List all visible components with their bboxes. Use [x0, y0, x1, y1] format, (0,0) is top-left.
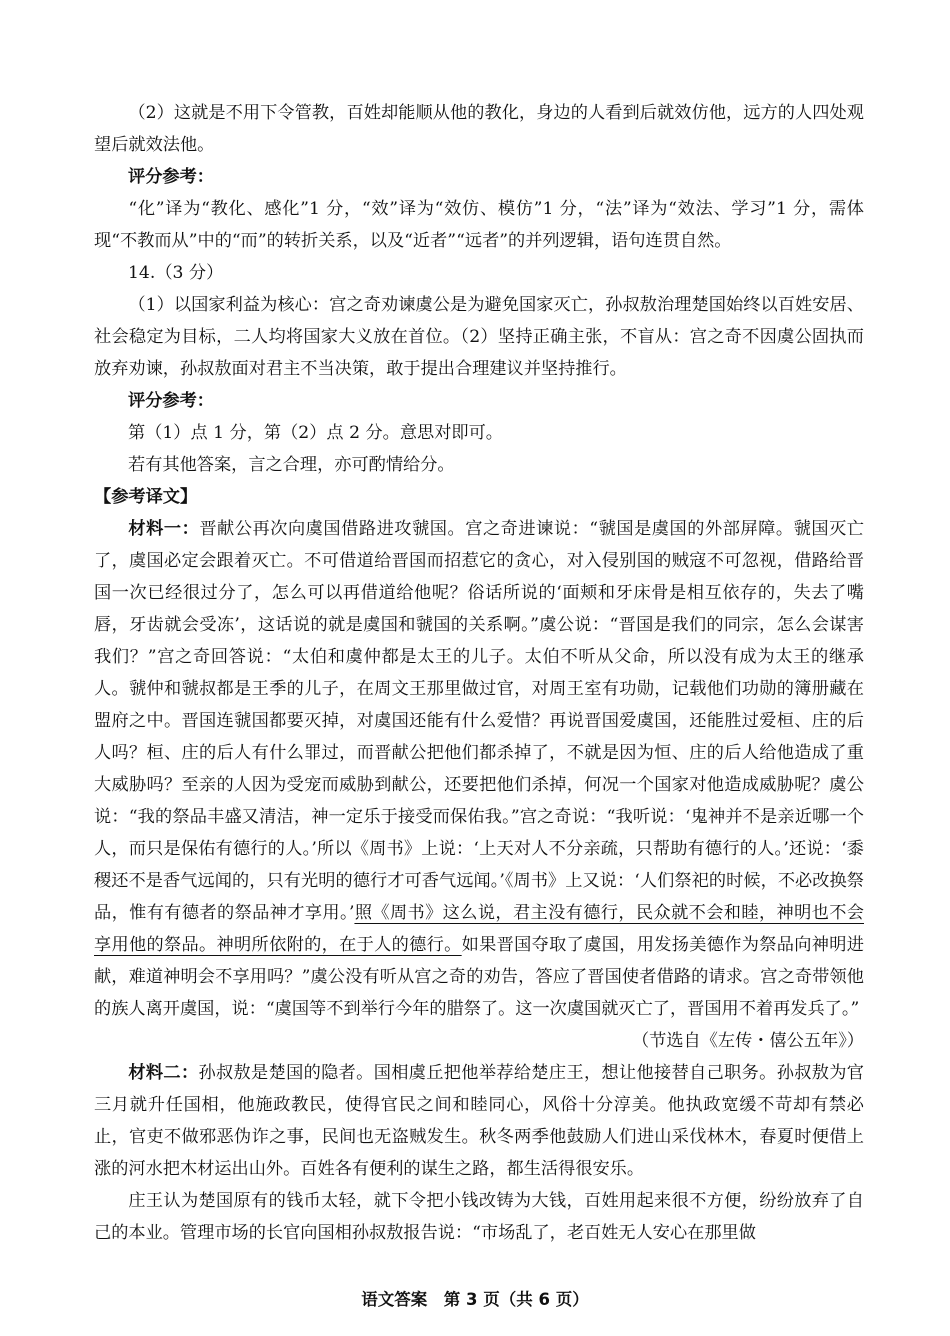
- q13-answer-2: （2）这就是不用下令管教，百姓却能顺从他的教化，身边的人看到后就效仿他，远方的人四处观望后就效法他。: [94, 103, 864, 155]
- q14-number: 14.（3 分）: [128, 263, 224, 283]
- q14-other-answers: 若有其他答案，言之合理，亦可酌情给分。: [128, 455, 455, 475]
- q14-answer: （1）以国家利益为核心：宫之奇劝谏虞公是为避免国家灭亡，孙叔敖治理楚国始终以百姓安居、社会稳定为目标，二人均将国家大义放在首位。（2）坚持正确主张，不盲从：宫之奇不因虞公固执而放弃劝谏，孙叔敖面对君主不当决策，敢于提出合理建议并坚持推行。: [94, 295, 864, 379]
- translation-heading: 【参考译文】: [94, 487, 198, 507]
- material-one-source: （节选自《左传・僖公五年》）: [631, 1031, 864, 1051]
- material-one-text-b: 如果晋国夺取了虞国，用发扬美德作为祭品向神明进献，难道神明会不享用吗？”虞公没有听从宫之奇的劝告，答应了晋国使者借路的请求。宫之奇带领他的族人离开虞国，说：“虞国等不到举行今年的腊祭了。这一次虞国就灭亡了，晋国用不着再发兵了。”: [94, 935, 864, 1019]
- page-footer: 语文答案 第 3 页（共 6 页）: [361, 1290, 589, 1309]
- q13-score-text: “化”译为“教化、感化”1 分，“效”译为“效仿、模仿”1 分，“法”译为“效法、学习”1 分，需体现“不教而从”中的“而”的转折关系，以及“近者”“远者”的并列逻辑，语句连贯自然。: [94, 199, 864, 251]
- material-two-label: 材料二：: [128, 1063, 199, 1083]
- q13-score-label: 评分参考：: [128, 167, 214, 187]
- material-one-underlined: 照《周书》这么说，君主没有德行，民众就不会和睦，神明也不会享用他的祭品。神明所依附的，在于人的德行。: [94, 903, 864, 955]
- material-one-paragraph: [94, 513, 864, 1025]
- material-one-label: 材料一：: [128, 519, 200, 539]
- material-two-paragraph-1: [94, 1057, 864, 1185]
- material-two-text-a: 孙叔敖是楚国的隐者。国相虞丘把他举荐给楚庄王，想让他接替自己职务。孙叔敖为官三月就升任国相，他施政教民，使得官民之间和睦同心，风俗十分淳美。他执政宽缓不苛却有禁必止，官吏不做邪恶伪诈之事，民间也无盗贼发生。秋冬两季他鼓励人们进山采伐林木，春夏时便借上涨的河水把木材运出山外。百姓各有便利的谋生之路，都生活得很安乐。: [94, 1063, 864, 1179]
- q14-score-label: 评分参考：: [128, 391, 214, 411]
- material-one-text-a: 晋献公再次向虞国借路进攻虢国。宫之奇进谏说：“虢国是虞国的外部屏障。虢国灭亡了，虞国必定会跟着灭亡。不可借道给晋国而招惹它的贪心，对入侵别国的贼寇不可忽视，借路给晋国一次已经很过分了，怎么可以再借道给他呢？俗话所说的‘面颊和牙床骨是相互依存的，失去了嘴唇，牙齿就会受冻’，这话说的就是虞国和虢国的关系啊。”虞公说：“晋国是我们的同宗，怎么会谋害我们？”宫之奇回答说：“太伯和虞仲都是太王的儿子。太伯不听从父命，所以没有成为太王的继承人。虢仲和虢叔都是王季的儿子，在周文王那里做过官，对周王室有功勋，记载他们功勋的簿册藏在盟府之中。晋国连虢国都要灭掉，对虞国还能有什么爱惜？再说晋国爱虞国，还能胜过爱桓、庄的后人吗？桓、庄的后人有什么罪过，而晋献公把他们都杀掉了，不就是因为恒、庄的后人给他造成了重大威胁吗？至亲的人因为受宠而威胁到献公，还要把他们杀掉，何况一个国家对他造成威胁呢？虞公说：“我的祭品丰盛又清洁，神一定乐于接受而保佑我。”宫之奇说：“我听说：‘鬼神并不是亲近哪一个人，而只是保佑有德行的人。’所以《周书》上说：‘上天对人不分亲疏，只帮助有德行的人。’还说：‘黍稷还不是香气远闻的，只有光明的德行才可香气远闻。’《周书》上又说：‘人们祭祀的时候，不必改换祭品，惟有有德者的祭品神才享用。’: [94, 519, 864, 923]
- q14-score-text: 第（1）点 1 分，第（2）点 2 分。意思对即可。: [128, 423, 503, 443]
- document-page: [94, 97, 864, 1249]
- material-two-paragraph-2: 庄王认为楚国原有的钱币太轻，就下令把小钱改铸为大钱，百姓用起来很不方便，纷纷放弃了自己的本业。管理市场的长官向国相孙叔敖报告说：“市场乱了，老百姓无人安心在那里做: [94, 1191, 864, 1243]
